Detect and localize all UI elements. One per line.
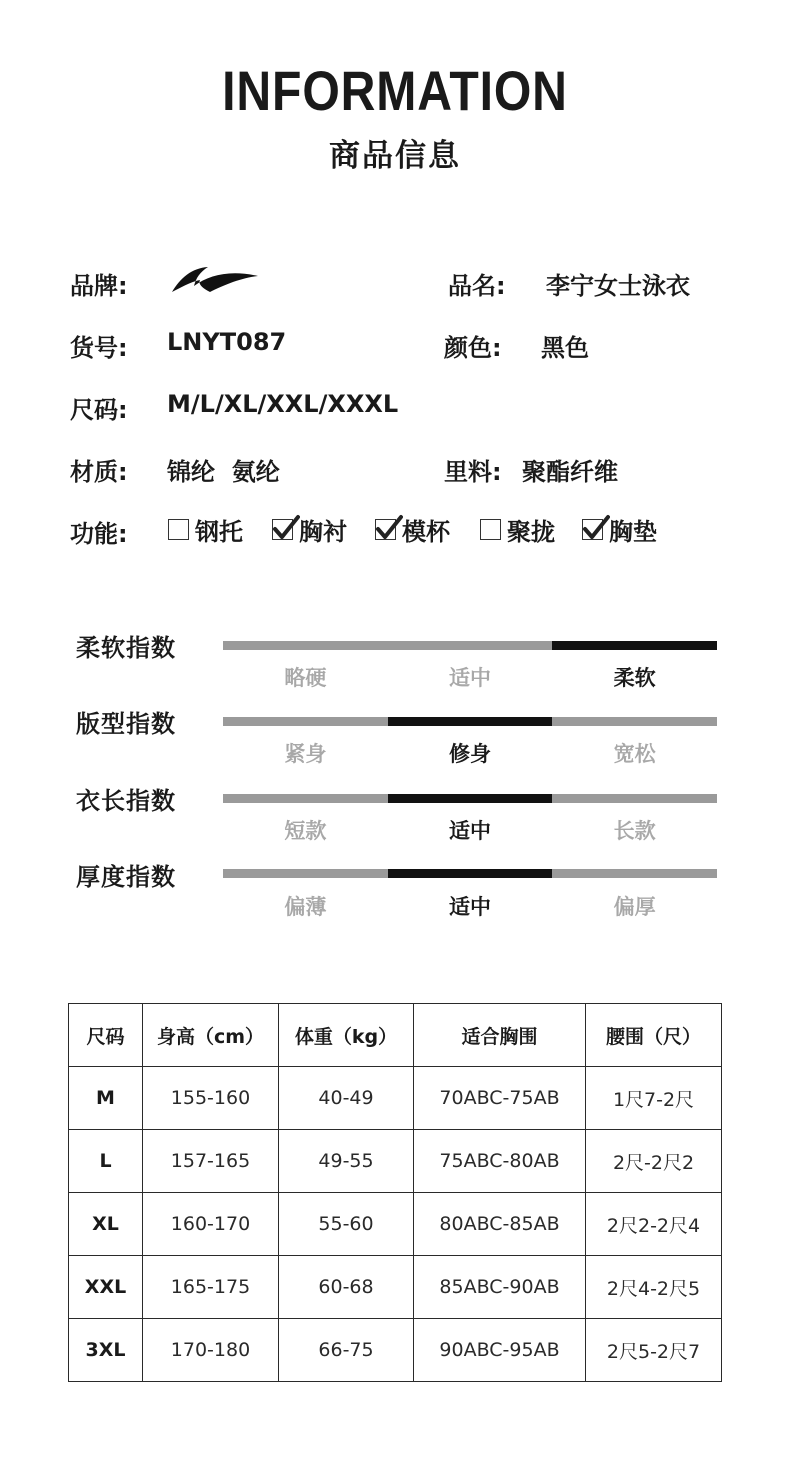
table-header-cell: 适合胸围: [414, 1004, 586, 1067]
function-item-label: 模杯: [402, 517, 450, 546]
scale-option: 紧身: [284, 742, 327, 766]
scale-segment-selected: [388, 794, 553, 803]
table-cell: 165-175: [143, 1256, 279, 1319]
scale-option-selected: 适中: [449, 895, 491, 919]
table-cell: 170-180: [143, 1319, 279, 1382]
table-row: [69, 1256, 722, 1319]
scale-segment: [223, 717, 388, 726]
scale-segment-selected: [388, 717, 553, 726]
table-row: [69, 1319, 722, 1382]
size-table: [68, 1003, 722, 1382]
length-index-bar: [223, 794, 717, 803]
thickness-index-bar: [223, 869, 717, 878]
table-cell: 2尺4-2尺5: [586, 1256, 722, 1319]
function-item-chest-pad: [582, 514, 657, 544]
table-cell: 1尺7-2尺: [586, 1067, 722, 1130]
fit-index-title: 版型指数: [76, 710, 176, 738]
softness-index-labels: [223, 662, 717, 692]
brand-label: 品牌:: [70, 272, 128, 300]
color-value: 黑色: [541, 334, 589, 362]
table-row: [69, 1130, 722, 1193]
function-item-label: 胸垫: [609, 517, 657, 546]
scale-option-selected: 修身: [449, 742, 491, 766]
scale-option: 略硬: [284, 666, 327, 690]
table-row: [69, 1193, 722, 1256]
softness-index-title: 柔软指数: [76, 634, 176, 662]
page-subtitle: 商品信息: [329, 138, 461, 174]
table-cell: 2尺5-2尺7: [586, 1319, 722, 1382]
table-cell: 60-68: [279, 1256, 414, 1319]
length-index-title: 衣长指数: [76, 787, 176, 815]
function-item-label: 胸衬: [299, 517, 347, 546]
table-cell-size: M: [69, 1067, 143, 1130]
table-cell: 85ABC-90AB: [414, 1256, 586, 1319]
table-cell: 80ABC-85AB: [414, 1193, 586, 1256]
material-value: 锦纶 氨纶: [167, 458, 280, 486]
table-cell: 155-160: [143, 1067, 279, 1130]
table-cell-size: 3XL: [69, 1319, 143, 1382]
scale-option: 短款: [284, 819, 327, 843]
sku-label: 货号:: [70, 334, 128, 362]
scale-option-selected: 适中: [449, 819, 491, 843]
color-label: 颜色:: [444, 334, 502, 362]
scale-option: 适中: [449, 666, 491, 690]
scale-segment-selected: [552, 641, 717, 650]
size-value: M/L/XL/XXL/XXXL: [167, 390, 399, 418]
table-header-row: [69, 1004, 722, 1067]
table-header-cell: 身高（cm）: [143, 1004, 279, 1067]
length-index-labels: [223, 815, 717, 845]
function-item-push-up: [480, 514, 555, 544]
checkbox-unchecked-icon: [168, 519, 189, 540]
page-title: INFORMATION: [222, 59, 568, 122]
checkbox-checked-icon: [582, 519, 603, 540]
lining-label: 里料:: [444, 458, 502, 486]
scale-option: 偏厚: [613, 895, 656, 919]
function-item-molded-cup: [375, 514, 450, 544]
scale-option-selected: 柔软: [613, 666, 656, 690]
function-item-chest-lining: [272, 514, 347, 544]
brand-logo-icon: [170, 264, 260, 294]
scale-option: 长款: [613, 819, 656, 843]
material-label: 材质:: [70, 458, 128, 486]
table-cell-size: L: [69, 1130, 143, 1193]
scale-segment: [552, 869, 717, 878]
table-header-cell: 体重（kg）: [279, 1004, 414, 1067]
function-item-label: 钢托: [195, 517, 243, 546]
table-cell: 75ABC-80AB: [414, 1130, 586, 1193]
scale-option: 宽松: [613, 742, 656, 766]
table-cell: 70ABC-75AB: [414, 1067, 586, 1130]
scale-segment: [223, 794, 388, 803]
thickness-index-labels: [223, 891, 717, 921]
table-cell: 2尺2-2尺4: [586, 1193, 722, 1256]
table-cell: 2尺-2尺2: [586, 1130, 722, 1193]
scale-segment: [552, 717, 717, 726]
table-cell: 157-165: [143, 1130, 279, 1193]
table-cell: 160-170: [143, 1193, 279, 1256]
table-cell: 40-49: [279, 1067, 414, 1130]
fit-index-labels: [223, 738, 717, 768]
scale-segment: [223, 869, 388, 878]
table-cell: 90ABC-95AB: [414, 1319, 586, 1382]
lining-value: 聚酯纤维: [522, 458, 618, 486]
thickness-index-title: 厚度指数: [76, 863, 176, 891]
table-header-cell: 尺码: [69, 1004, 143, 1067]
product-name-value: 李宁女士泳衣: [546, 272, 690, 300]
function-label: 功能:: [70, 520, 128, 548]
size-label: 尺码:: [70, 396, 128, 424]
function-item-label: 聚拢: [507, 517, 555, 546]
function-item-steel-support: [168, 514, 243, 544]
table-cell: 49-55: [279, 1130, 414, 1193]
sku-value: LNYT087: [167, 328, 287, 356]
checkbox-unchecked-icon: [480, 519, 501, 540]
table-cell: 55-60: [279, 1193, 414, 1256]
scale-segment: [552, 794, 717, 803]
softness-index-bar: [223, 641, 717, 650]
checkbox-checked-icon: [272, 519, 293, 540]
table-cell: 66-75: [279, 1319, 414, 1382]
table-cell-size: XXL: [69, 1256, 143, 1319]
scale-segment: [223, 641, 388, 650]
scale-segment: [388, 641, 553, 650]
table-header-cell: 腰围（尺）: [586, 1004, 722, 1067]
product-name-label: 品名:: [448, 272, 506, 300]
checkbox-checked-icon: [375, 519, 396, 540]
table-row: [69, 1067, 722, 1130]
fit-index-bar: [223, 717, 717, 726]
scale-segment-selected: [388, 869, 553, 878]
scale-option: 偏薄: [284, 895, 327, 919]
table-cell-size: XL: [69, 1193, 143, 1256]
